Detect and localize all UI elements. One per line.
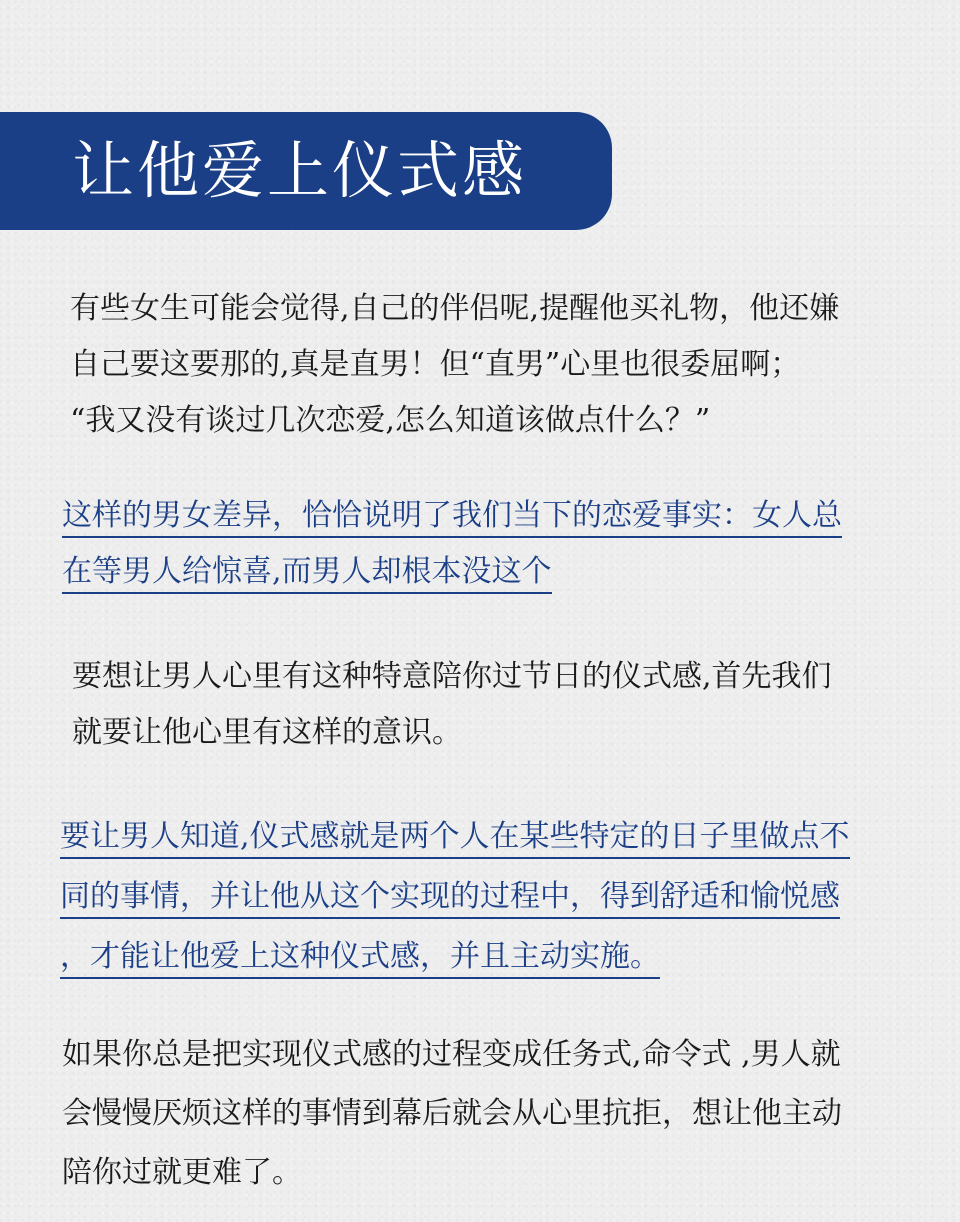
paragraph-highlight-ritual bbox=[60, 807, 850, 987]
paragraph-highlight-difference bbox=[62, 488, 842, 600]
paragraph-awareness bbox=[72, 649, 832, 761]
highlight-line: 在等男人给惊喜,而男人却根本没这个 bbox=[62, 554, 552, 594]
highlight-line: 这样的男女差异，恰恰说明了我们当下的恋爱事实：女人总 bbox=[62, 498, 842, 538]
highlight-line: ，才能让他爱上这种仪式感，并且主动实施。 bbox=[60, 939, 660, 979]
paragraph-line: 如果你总是把实现仪式感的过程变成任务式,命令式 ,男人就 bbox=[62, 1037, 841, 1072]
paragraph-intro bbox=[70, 281, 839, 449]
paragraph-conclusion bbox=[62, 1025, 842, 1202]
paragraph-line: 有些女生可能会觉得,自己的伴侣呢,提醒他买礼物，他还嫌 bbox=[70, 291, 840, 326]
page-title: 让他爱上仪式感 bbox=[72, 134, 528, 207]
paragraph-line: 就要让他心里有这样的意识。 bbox=[72, 715, 462, 750]
highlight-line: 同的事情，并让他从这个实现的过程中，得到舒适和愉悦感 bbox=[60, 879, 840, 919]
paragraph-line: 陪你过就更难了。 bbox=[62, 1155, 302, 1190]
title-banner bbox=[0, 112, 612, 230]
paragraph-line: 自己要这要那的,真是直男！但“直男”心里也很委屈啊； bbox=[70, 347, 801, 382]
paragraph-line: “我又没有谈过几次恋爱,怎么知道该做点什么？” bbox=[70, 403, 711, 438]
highlight-line: 要让男人知道,仪式感就是两个人在某些特定的日子里做点不 bbox=[60, 819, 850, 859]
paragraph-line: 要想让男人心里有这种特意陪你过节日的仪式感,首先我们 bbox=[72, 659, 832, 694]
paragraph-line: 会慢慢厌烦这样的事情到幕后就会从心里抗拒，想让他主动 bbox=[62, 1096, 842, 1131]
